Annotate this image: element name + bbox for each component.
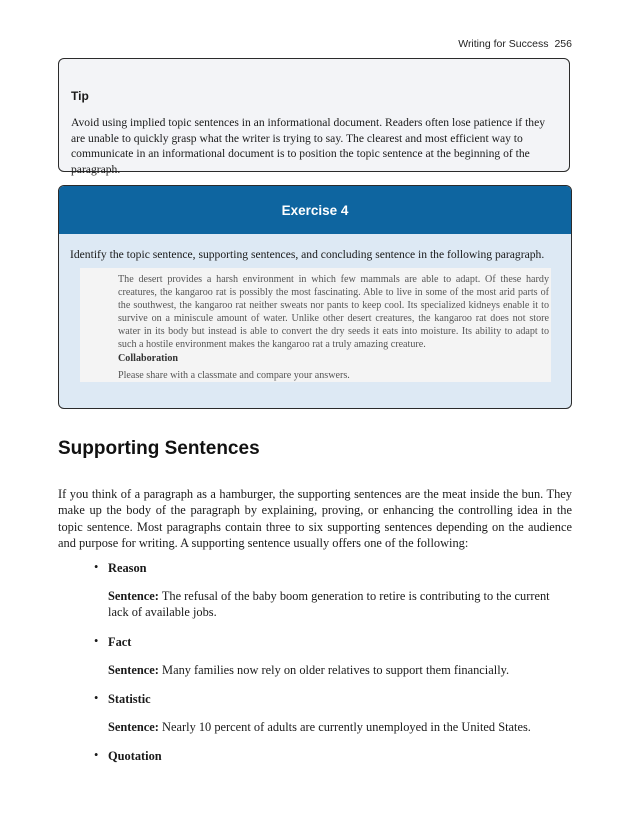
exercise-paragraph-box [80,268,551,382]
exercise-prompt: Identify the topic sentence, supporting sentences, and concluding sentence in the following paragraph. [70,248,545,261]
list-item [94,560,572,621]
list-item-example [108,588,572,621]
list-item-example [108,719,572,735]
collaboration-title: Collaboration [118,352,179,364]
list-item-label: Statistic [108,691,151,706]
sentence-label: Sentence: [108,662,159,677]
page-header [458,38,572,50]
list-item-label: Fact [108,634,132,649]
exercise-title: Exercise 4 [281,202,349,218]
sentence-label: Sentence: [108,589,159,603]
example-text: The refusal of the baby boom generation to retire is contributing to the current lack of available jobs. [108,589,550,620]
bullet: • [94,560,99,574]
bullet: • [94,633,99,648]
list-item-example [108,662,572,678]
section-title: Supporting Sentences [58,438,260,459]
list-item-label: Reason [108,561,147,575]
list-item [94,748,572,764]
bullet: • [94,690,99,705]
example-text: Many families now rely on older relatives to support them financially. [162,662,510,677]
bullet: • [94,748,99,763]
list-item [94,634,572,678]
list-item-label: Quotation [108,749,162,764]
list-item [94,691,572,735]
exercise-paragraph: The desert provides a harsh environment in which few mammals are able to adapt. Of these hardy creatures, the kangaroo rat is possibly the most fascinating. Able to live in some of the most arid parts of the southwest, the kangaroo rat neither sweats nor pants to keep cool. Its specialized kidneys enable it to survive on a miniscule amount of water. Unlike other desert creatures, the kangaroo rat does not store water in its body but instead is able to convert the dry seeds it eats into moisture. Its ability to adapt to such a hostile environment makes the kangaroo rat a truly amazing creature. [118,274,549,351]
page-number: 256 [554,38,572,50]
section-intro: If you think of a paragraph as a hamburger, the supporting sentences are the meat inside the bun. They make up the body of the paragraph by explaining, proving, or enhancing the controlling idea in the topic sentence. Most paragraphs contain three to six supporting sentences depending on the audience and purpose for writing. A supporting sentence usually offers one of the following: [58,487,572,550]
book-title: Writing for Success [458,38,549,50]
collaboration-body: Please share with a classmate and compare your answers. [118,369,350,381]
tip-title: Tip [71,89,89,103]
example-text: Nearly 10 percent of adults are currently unemployed in the United States. [162,719,531,734]
supporting-sentence-list [94,560,572,764]
exercise-header [59,186,571,234]
tip-body: Avoid using implied topic sentences in an informational document. Readers often lose patience if they are unable to quickly grasp what the writer is trying to say. The clearest and most efficient way to communicate in an informational document is to position the topic sentence at the beginning of the paragraph. [71,116,546,176]
exercise-box [58,185,572,409]
sentence-label: Sentence: [108,719,159,734]
tip-box [58,58,570,176]
